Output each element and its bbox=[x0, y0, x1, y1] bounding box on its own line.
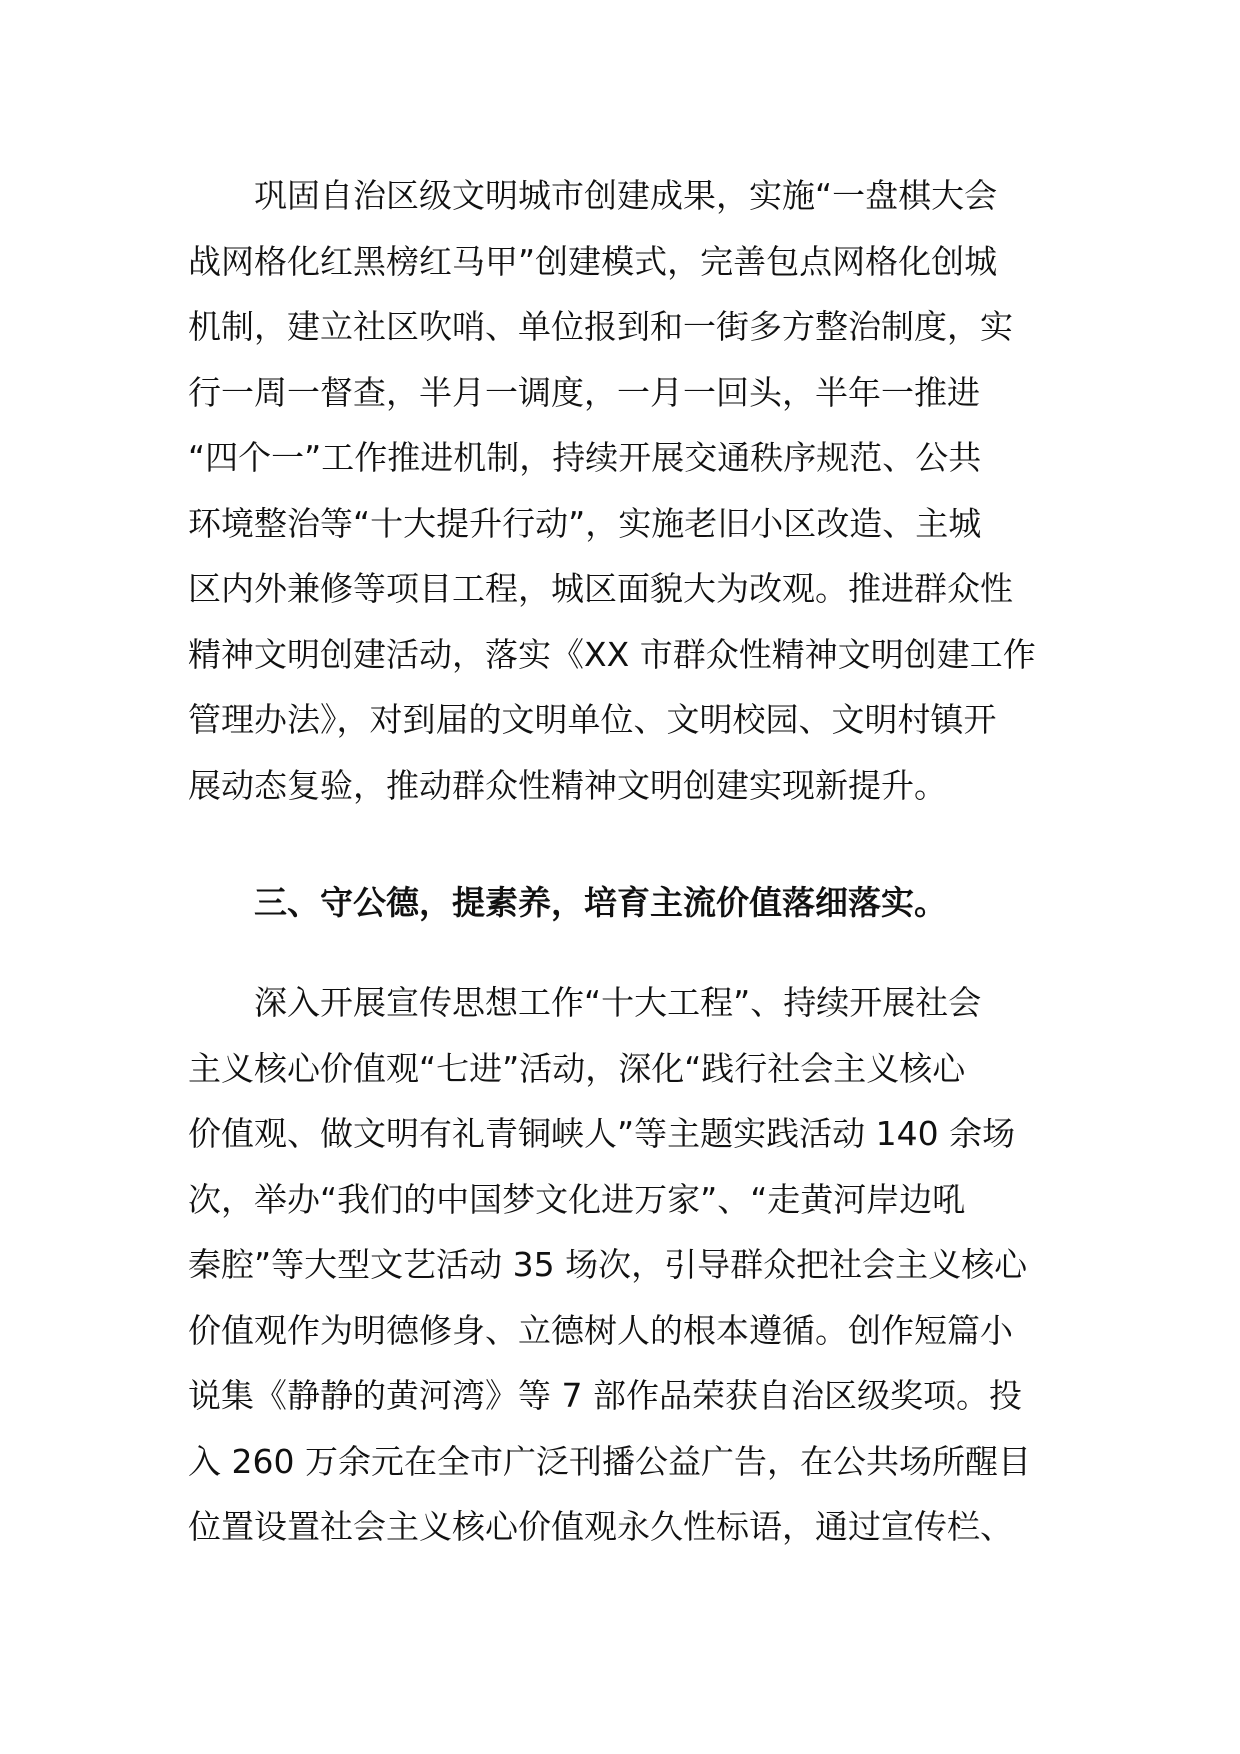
text-line: 巩固自治区级文明城市创建成果，实施“一盘棋大会 bbox=[254, 176, 998, 215]
paragraph-core-values bbox=[188, 970, 1068, 1560]
text-line: 战网格化红黑榜红马甲”创建模式，完善包点网格化创城 bbox=[188, 241, 998, 281]
text-line: 次，举办“我们的中国梦文化进万家”、“走黄河岸边吼 bbox=[188, 1179, 966, 1219]
paragraph-civilized-city bbox=[188, 163, 1068, 818]
text-line: 主义核心价值观“七进”活动，深化“践行社会主义核心 bbox=[188, 1048, 966, 1088]
text-line: 说集《静静的黄河湾》等 7 部作品荣获自治区级奖项。投 bbox=[188, 1376, 1022, 1415]
text-line: 入 260 万余元在全市广泛刊播公益广告，在公共场所醒目 bbox=[188, 1441, 1031, 1481]
section-heading: 三、守公德，提素养，培育主流价值落细落实。 bbox=[254, 883, 947, 922]
text-line: 行一周一督查，半月一调度，一月一回头，半年一推进 bbox=[188, 372, 980, 412]
text-line: 价值观作为明德修身、立德树人的根本遵循。创作短篇小 bbox=[188, 1310, 1013, 1350]
text-line: 秦腔”等大型文艺活动 35 场次，引导群众把社会主义核心 bbox=[188, 1245, 1028, 1284]
text-line: 机制，建立社区吹哨、单位报到和一街多方整治制度，实 bbox=[188, 307, 1013, 346]
text-line: 精神文明创建活动，落实《XX 市群众性精神文明创建工作 bbox=[188, 634, 1036, 674]
text-line: 位置设置社会主义核心价值观永久性标语，通过宣传栏、 bbox=[188, 1507, 1013, 1546]
text-line: 深入开展宣传思想工作“十大工程”、持续开展社会 bbox=[254, 983, 982, 1022]
text-line: 管理办法》，对到届的文明单位、文明校园、文明村镇开 bbox=[188, 700, 997, 739]
text-line: 区内外兼修等项目工程，城区面貌大为改观。推进群众性 bbox=[188, 569, 1013, 608]
text-line: “四个一”工作推进机制，持续开展交通秩序规范、公共 bbox=[188, 438, 982, 477]
text-line: 环境整治等“十大提升行动”，实施老旧小区改造、主城 bbox=[188, 503, 982, 543]
text-line: 价值观、做文明有礼青铜峡人”等主题实践活动 140 余场 bbox=[188, 1114, 1016, 1153]
text-line: 展动态复验，推动群众性精神文明创建实现新提升。 bbox=[188, 765, 947, 805]
